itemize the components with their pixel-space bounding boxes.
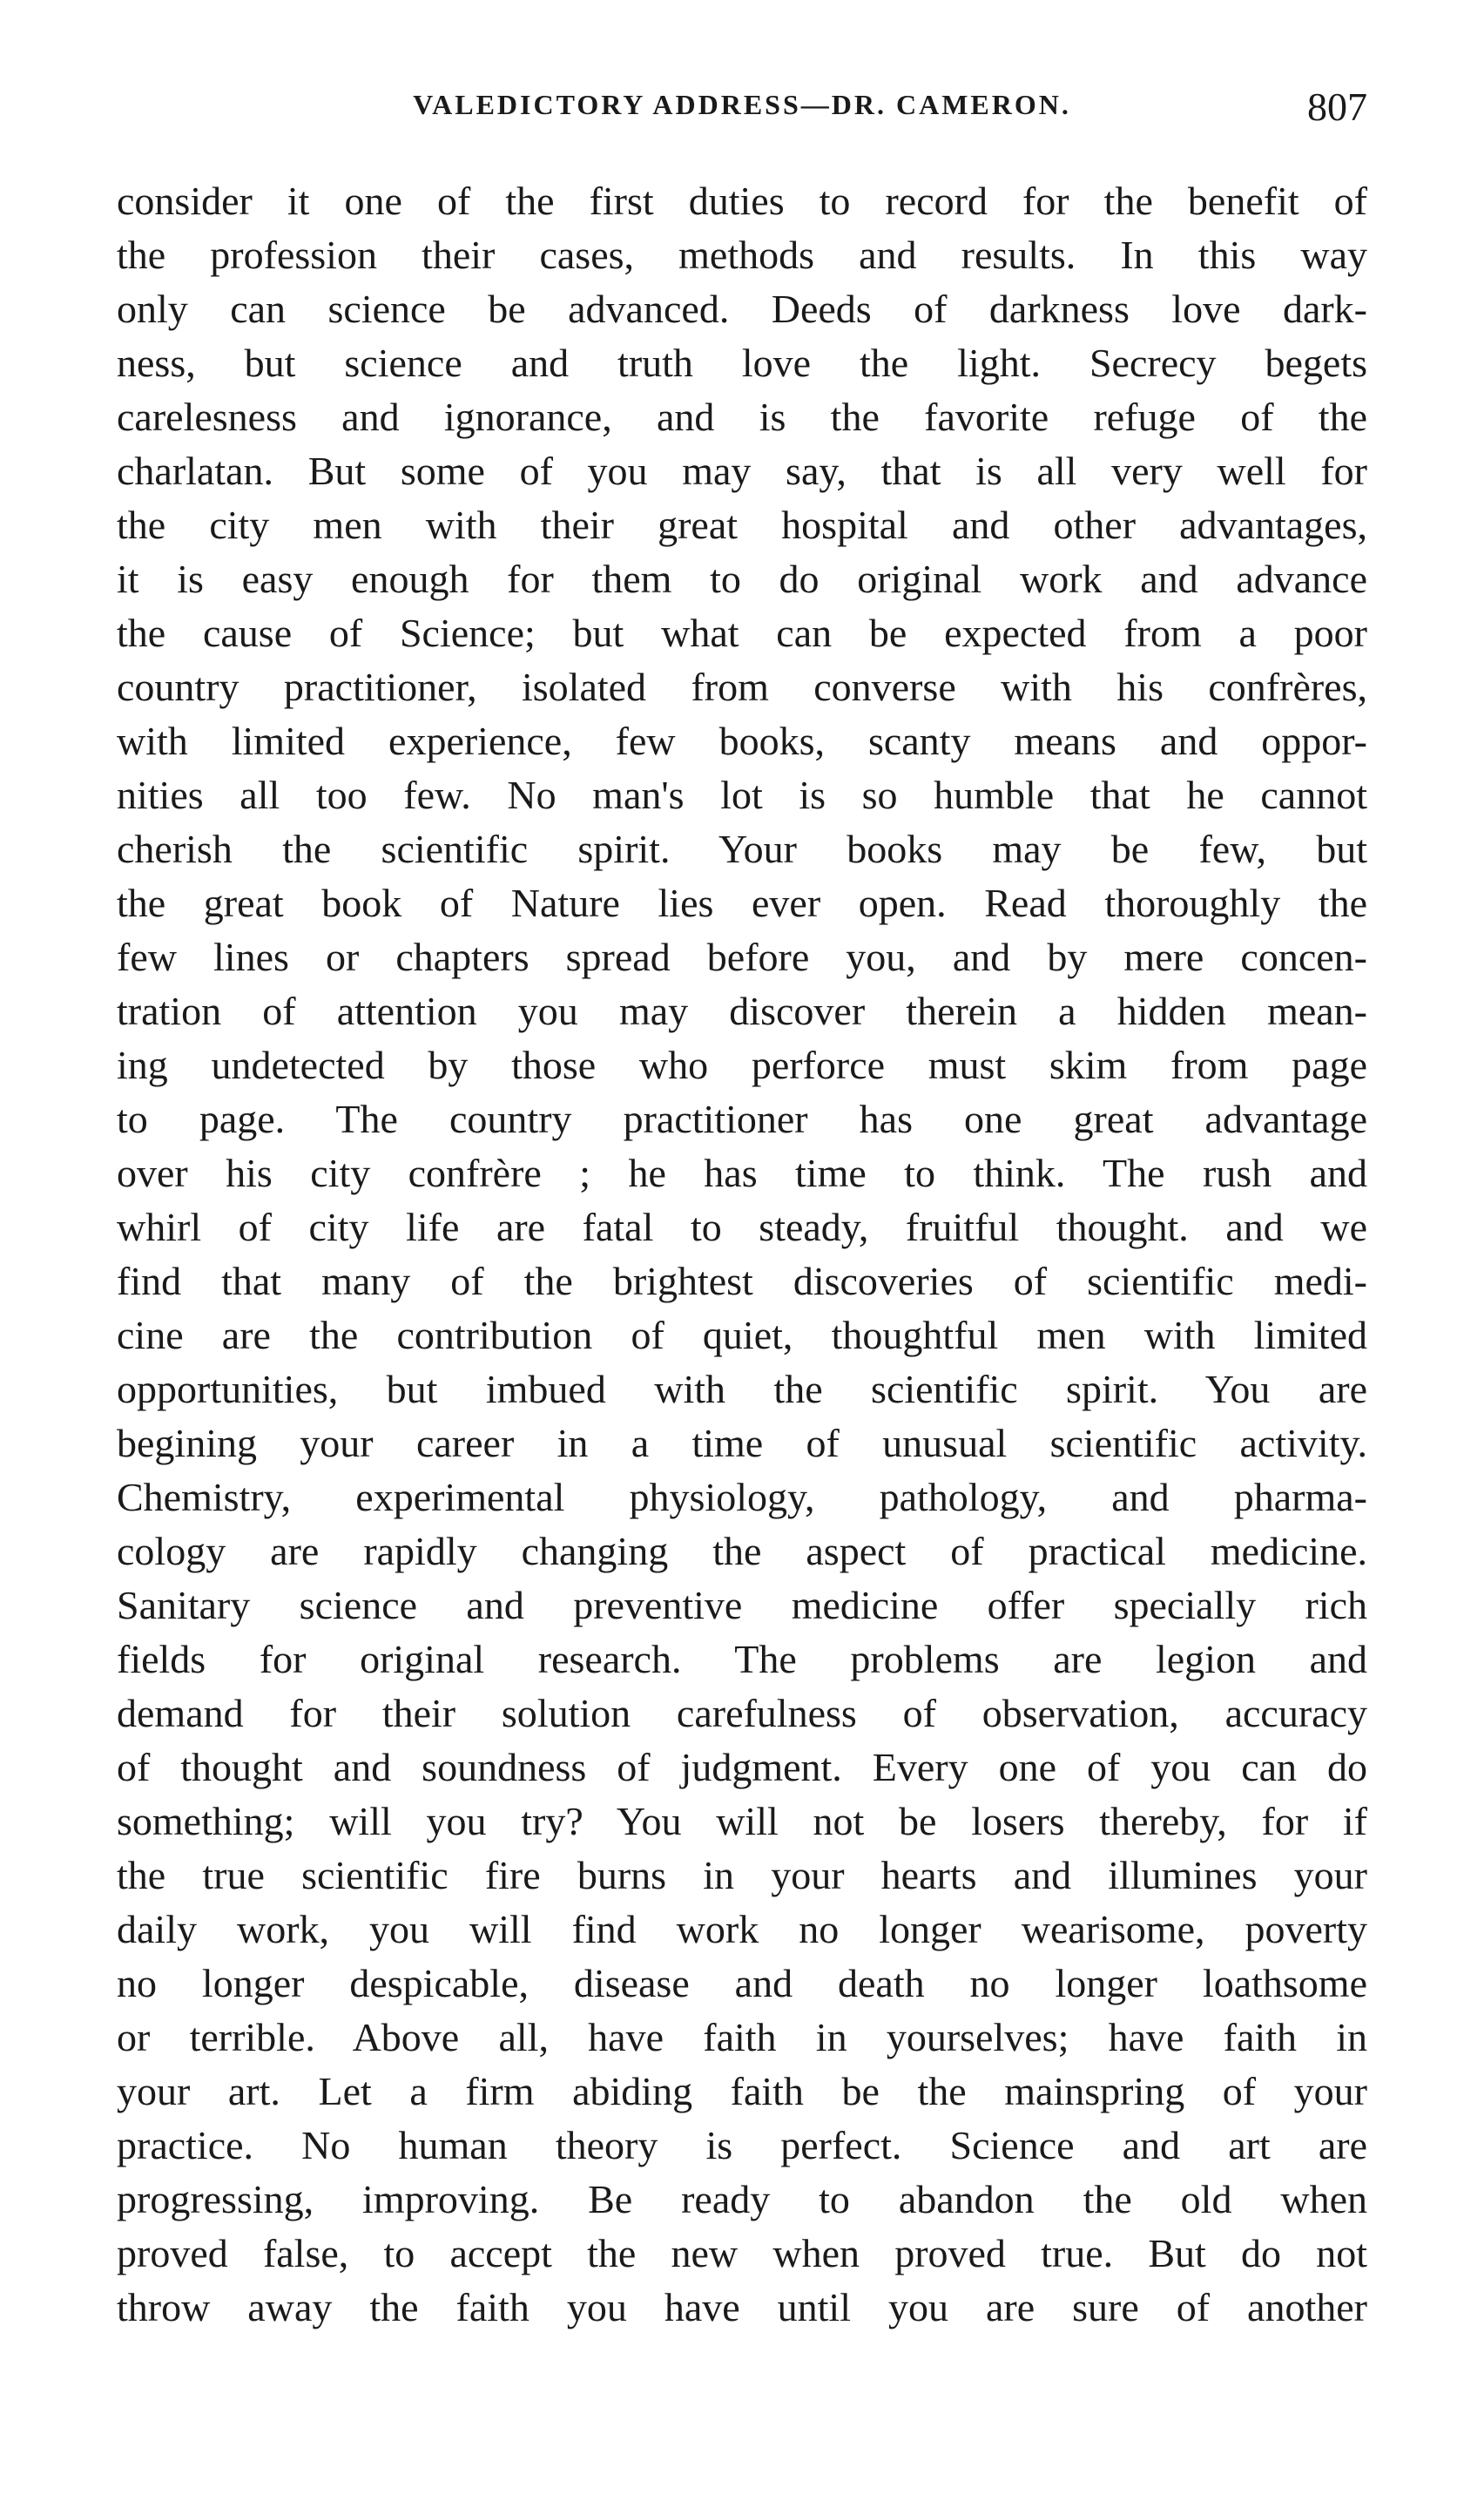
text-line: the great book of Nature lies ever open. Read thoroughly the xyxy=(117,881,1367,925)
text-line: charlatan. But some of you may say, that is all very well for xyxy=(117,449,1367,493)
text-line: practice. No human theory is perfect. Science and art are xyxy=(117,2123,1367,2167)
text-line: it is easy enough for them to do original work and advance xyxy=(117,557,1367,601)
text-line: Sanitary science and preventive medicine offer specially rich xyxy=(117,1583,1367,1627)
text-line: Chemistry, experimental physiology, pathology, and pharma- xyxy=(117,1475,1367,1519)
text-line: progressing, improving. Be ready to abandon the old when xyxy=(117,2177,1367,2221)
text-line: to page. The country practitioner has one great advantage xyxy=(117,1097,1367,1141)
text-line: over his city confrère ; he has time to think. The rush and xyxy=(117,1151,1367,1195)
text-line: begining your career in a time of unusual scientific activity. xyxy=(117,1421,1367,1465)
text-line: only can science be advanced. Deeds of darkness love dark- xyxy=(117,287,1367,331)
text-line: whirl of city life are fatal to steady, fruitful thought. and we xyxy=(117,1205,1367,1249)
text-line: ing undetected by those who perforce must skim from page xyxy=(117,1043,1367,1087)
body-text xyxy=(117,174,1367,2335)
text-line: with limited experience, few books, scanty means and oppor- xyxy=(117,719,1367,763)
running-head xyxy=(117,84,1367,136)
text-line: tration of attention you may discover therein a hidden mean- xyxy=(117,989,1367,1033)
text-line: proved false, to accept the new when proved true. But do not xyxy=(117,2231,1367,2275)
page-number: 807 xyxy=(1307,85,1367,129)
text-line: throw away the faith you have until you are sure of another xyxy=(117,2285,1367,2329)
running-title: VALEDICTORY ADDRESS—DR. CAMERON. xyxy=(413,89,1071,120)
text-line: fields for original research. The problems are legion and xyxy=(117,1637,1367,1681)
text-line: cherish the scientific spirit. Your books may be few, but xyxy=(117,827,1367,871)
text-line: find that many of the brightest discoveries of scientific medi- xyxy=(117,1259,1367,1303)
text-line: ness, but science and truth love the light. Secrecy begets xyxy=(117,341,1367,385)
text-line: the city men with their great hospital and other advantages, xyxy=(117,503,1367,547)
text-line: demand for their solution carefulness of observation, accuracy xyxy=(117,1691,1367,1735)
text-line: nities all too few. No man's lot is so humble that he cannot xyxy=(117,773,1367,817)
text-line: the cause of Science; but what can be expected from a poor xyxy=(117,611,1367,655)
text-line: the profession their cases, methods and results. In this way xyxy=(117,233,1367,277)
text-line: cology are rapidly changing the aspect of practical medicine. xyxy=(117,1529,1367,1573)
text-line: no longer despicable, disease and death no longer loathsome xyxy=(117,1961,1367,2005)
text-line: of thought and soundness of judgment. Every one of you can do xyxy=(117,1745,1367,1789)
text-line: consider it one of the first duties to record for the benefit of xyxy=(117,179,1367,223)
text-line: carelesness and ignorance, and is the favorite refuge of the xyxy=(117,395,1367,439)
text-line: country practitioner, isolated from converse with his confrères, xyxy=(117,665,1367,709)
text-line: opportunities, but imbued with the scientific spirit. You are xyxy=(117,1367,1367,1411)
text-line: daily work, you will find work no longer wearisome, poverty xyxy=(117,1907,1367,1951)
text-line: something; will you try? You will not be losers thereby, for if xyxy=(117,1799,1367,1843)
text-line: your art. Let a firm abiding faith be the mainspring of your xyxy=(117,2069,1367,2113)
text-line: cine are the contribution of quiet, thoughtful men with limited xyxy=(117,1313,1367,1357)
text-line: few lines or chapters spread before you, and by mere concen- xyxy=(117,935,1367,979)
text-line: or terrible. Above all, have faith in yourselves; have faith in xyxy=(117,2015,1367,2059)
text-line: the true scientific fire burns in your hearts and illumines your xyxy=(117,1853,1367,1897)
